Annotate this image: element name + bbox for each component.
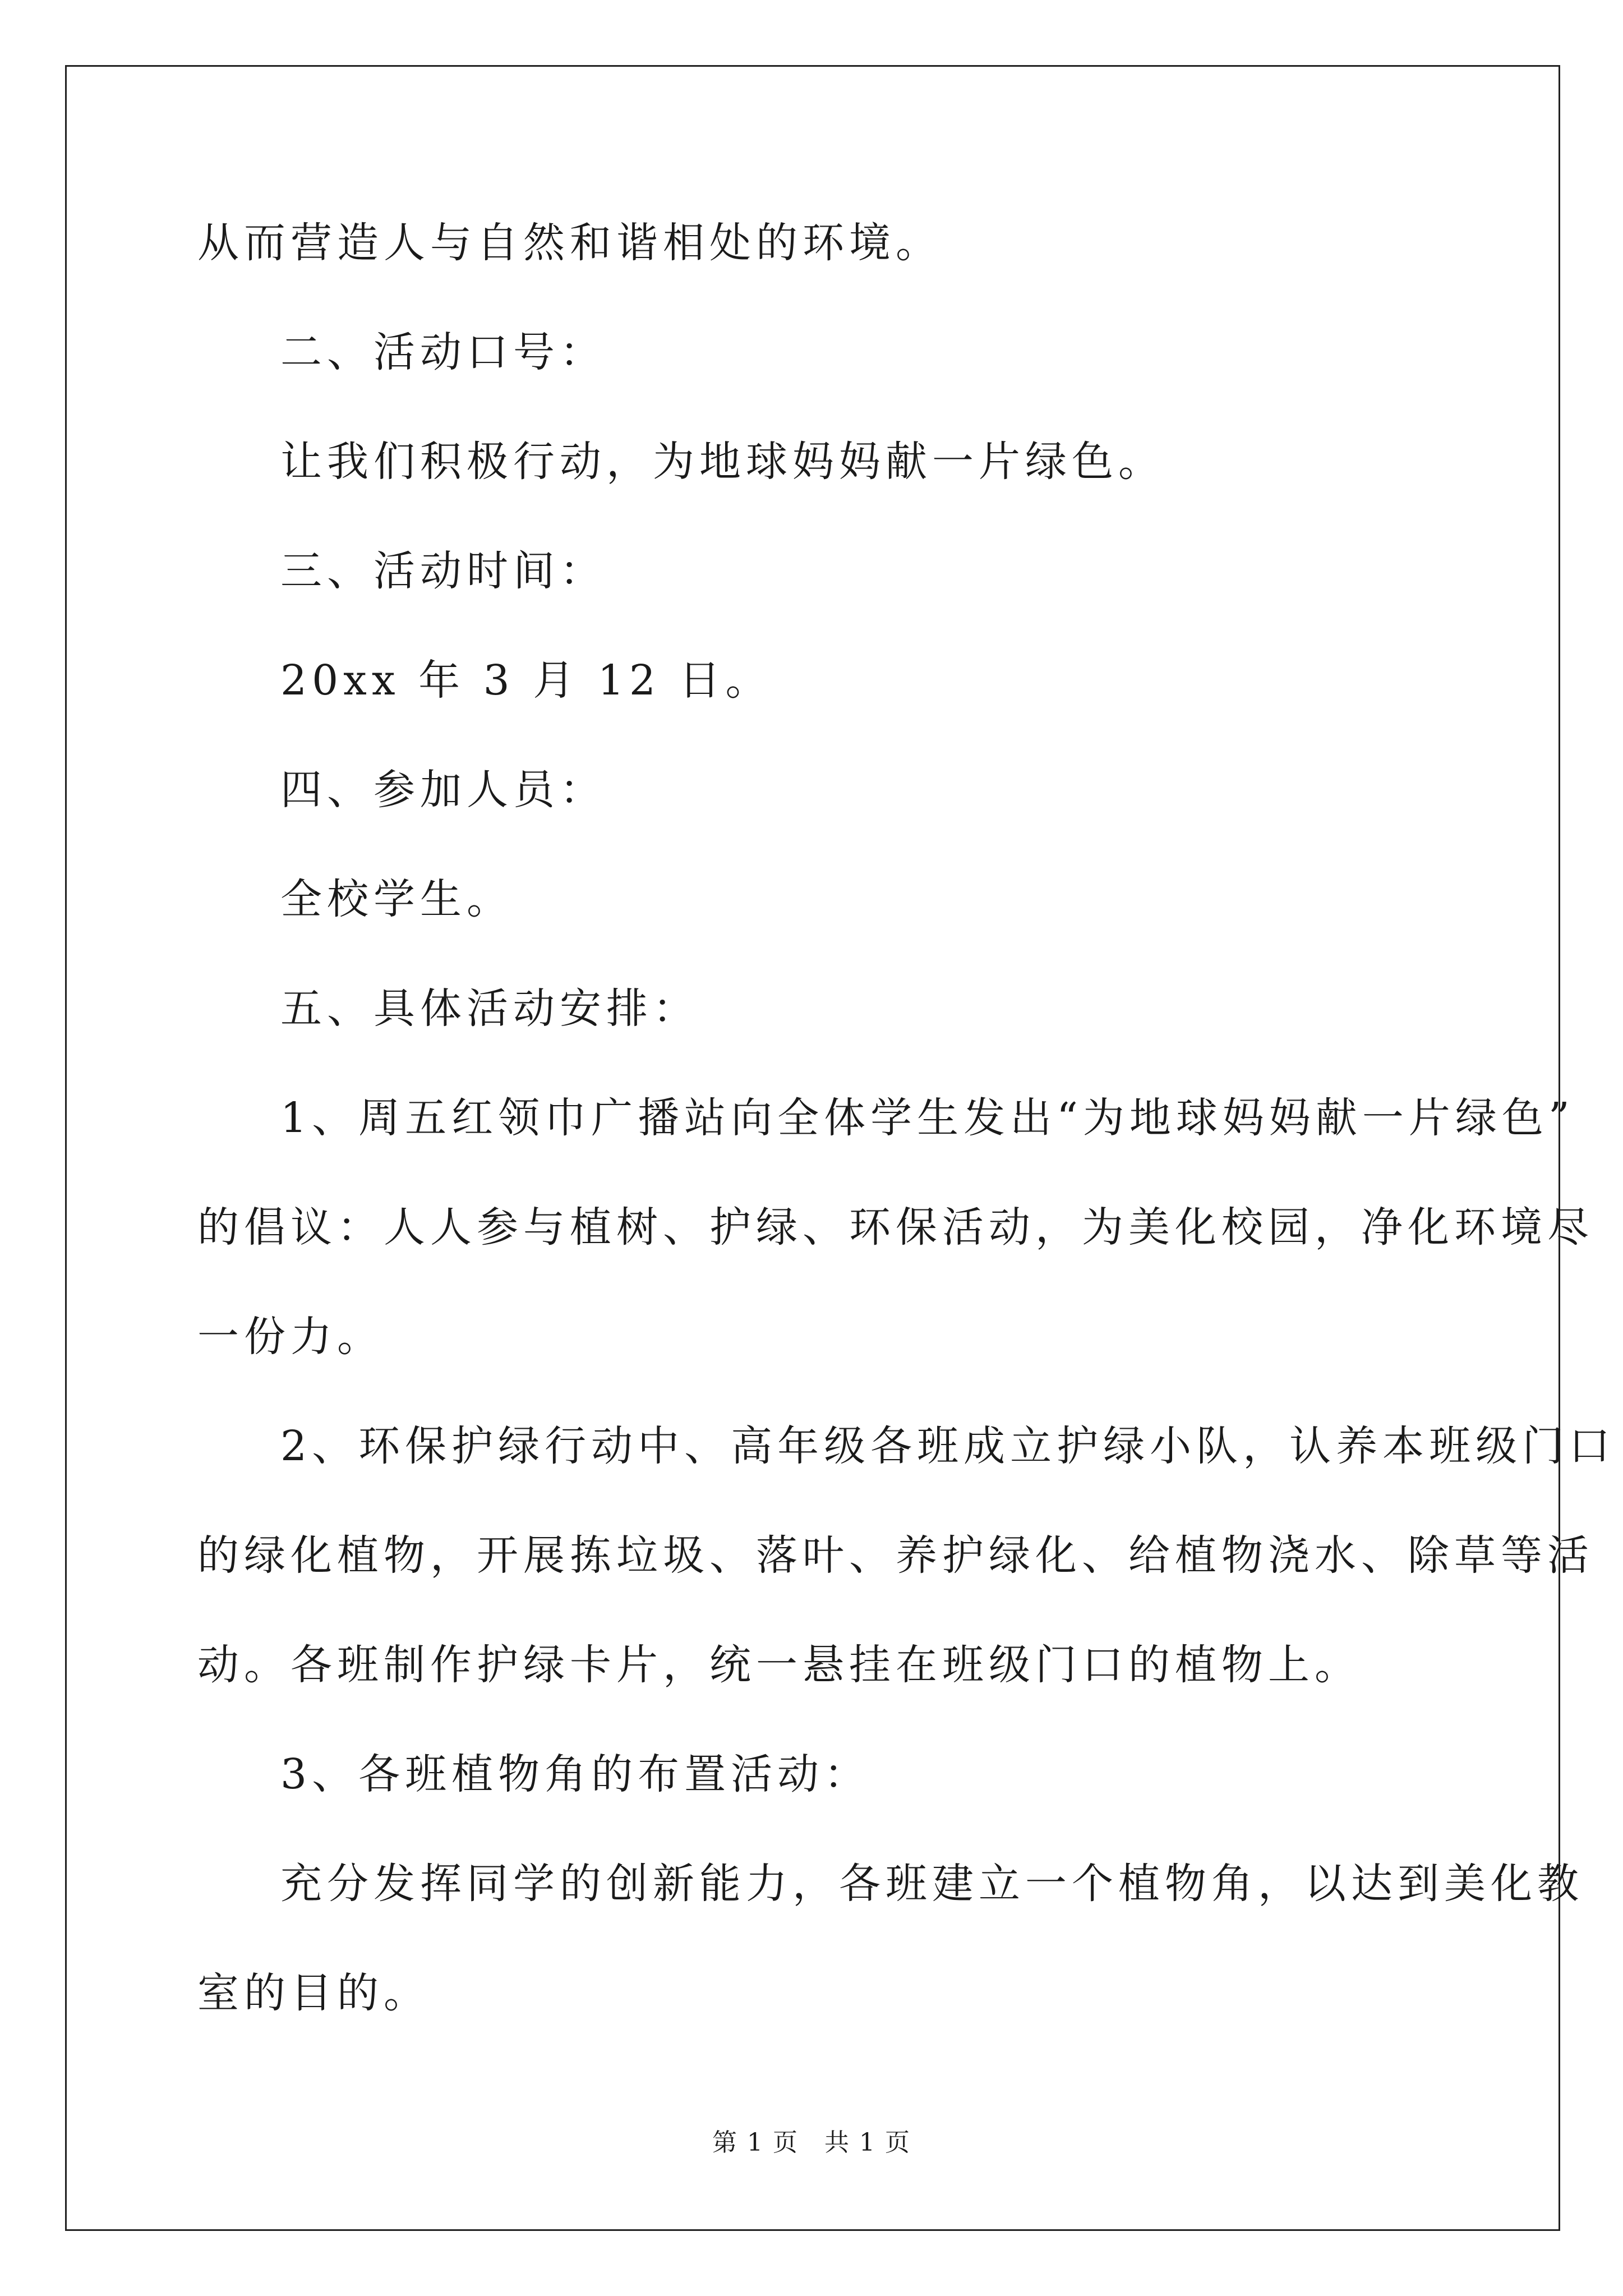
paragraph-line: 1、周五红领巾广播站向全体学生发出“为地球妈妈献一片绿色” — [280, 1094, 1575, 1142]
paragraph-line: 的绿化植物，开展拣垃圾、落叶、养护绿化、给植物浇水、除草等活 — [197, 1531, 1594, 1580]
document-body — [197, 188, 1616, 2048]
paragraph-line: 3、各班植物角的布置活动： — [280, 1750, 871, 1798]
paragraph-line: 让我们积极行动，为地球妈妈献一片绿色。 — [280, 438, 1165, 486]
page-number-footer: 第 1 页 共 1 页 — [712, 2128, 911, 2157]
paragraph-line: 全校学生。 — [280, 875, 513, 923]
paragraph-line: 充分发挥同学的创新能力，各班建立一个植物角，以达到美化教 — [280, 1860, 1584, 1908]
section-heading-slogan: 二、活动口号： — [280, 328, 606, 376]
section-heading-schedule: 五、具体活动安排： — [280, 984, 699, 1033]
section-heading-time: 三、活动时间： — [280, 547, 606, 595]
paragraph-line: 动。各班制作护绿卡片，统一悬挂在班级门口的植物上。 — [197, 1641, 1361, 1689]
paragraph-line: 20xx 年 3 月 12 日。 — [280, 656, 772, 705]
paragraph-line: 从而营造人与自然和谐相处的环境。 — [197, 219, 942, 267]
paragraph-line: 2、环保护绿行动中、高年级各班成立护绿小队，认养本班级门口 — [280, 1422, 1616, 1470]
paragraph-line: 的倡议：人人参与植树、护绿、环保活动，为美化校园，净化环境尽 — [197, 1203, 1594, 1251]
paragraph-line: 一份力。 — [197, 1313, 384, 1361]
section-heading-participants: 四、参加人员： — [280, 766, 606, 814]
paragraph-line: 室的目的。 — [197, 1969, 430, 2017]
